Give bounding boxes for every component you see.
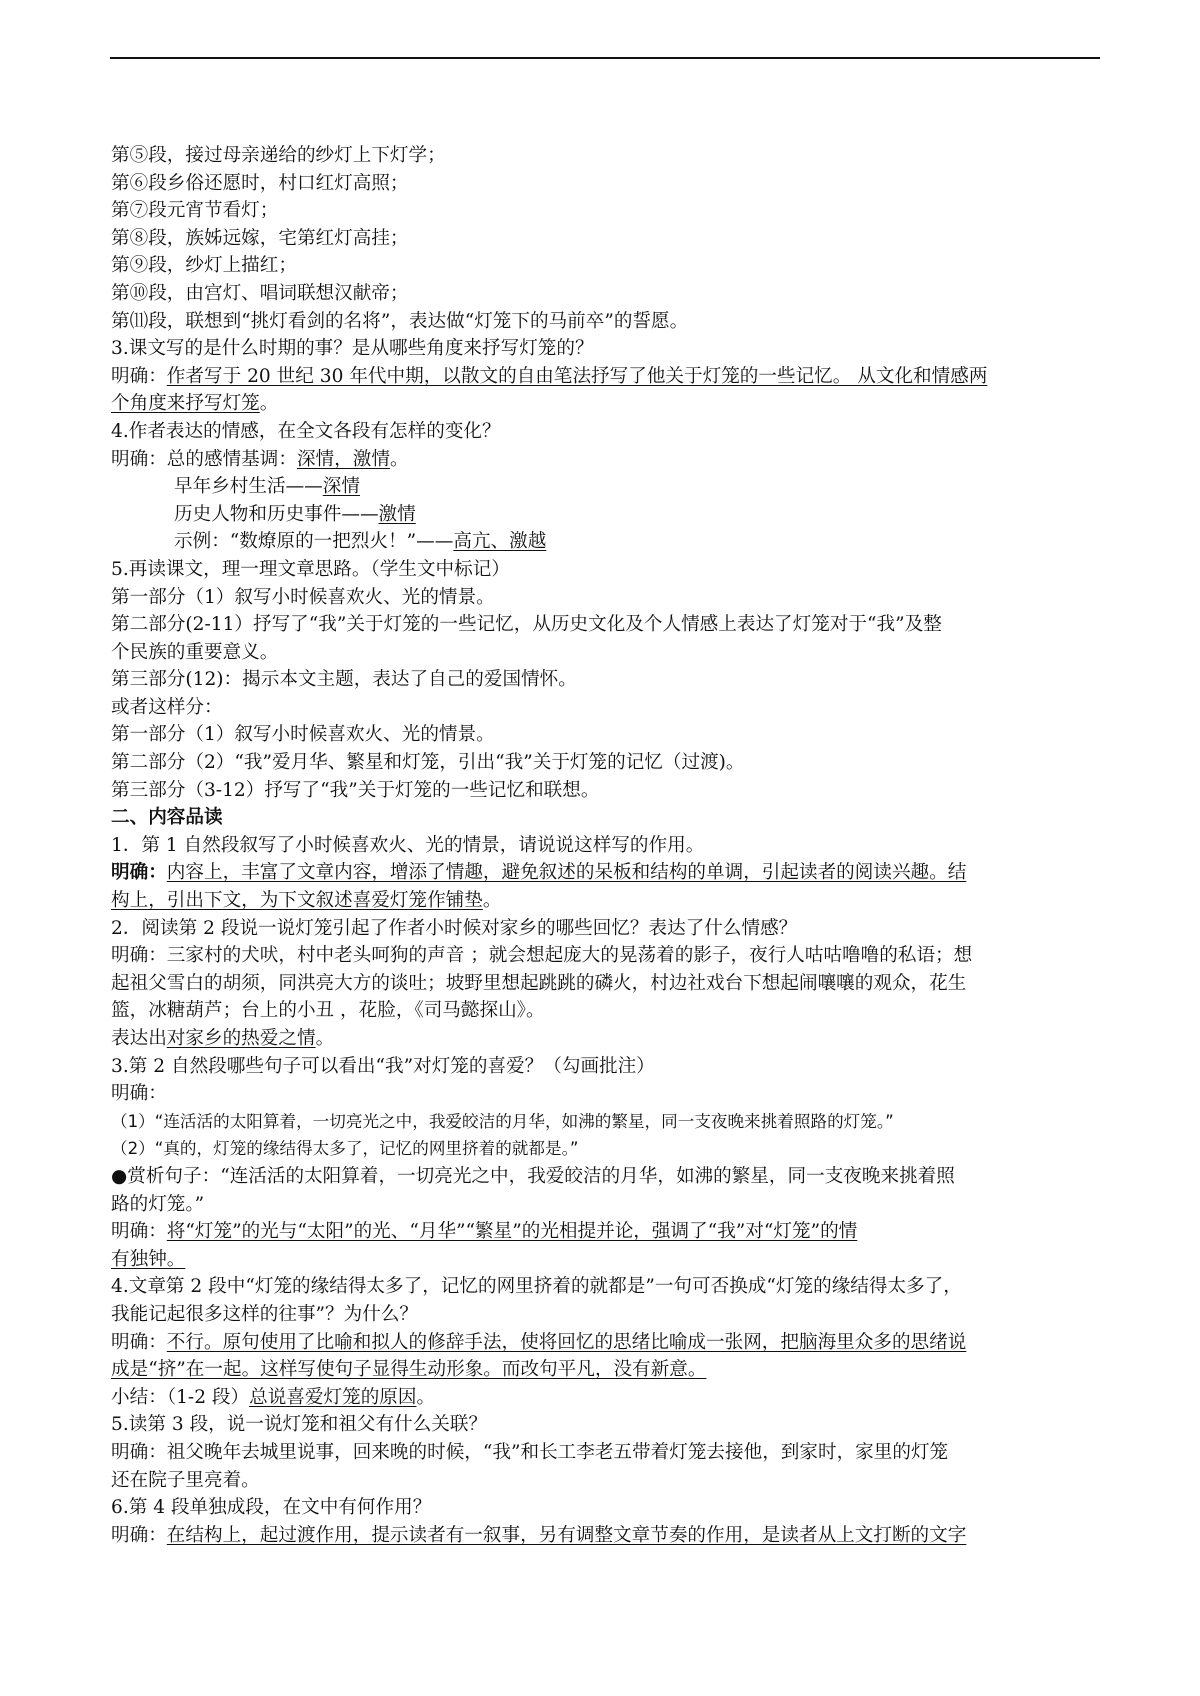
paragraph-10-summary: 第⑩段，由宫灯、唱词联想汉献帝； [111,282,409,304]
question-3: 3.课文写的是什么时期的事？是从哪些角度来抒写灯笼的？ [111,338,594,360]
question-5: 5.再读课文，理一理文章思路。（学生文中标记） [111,558,510,580]
content-question-5: 5.读第 3 段，说一说灯笼和祖父有什么关联？ [111,1414,488,1436]
paragraph-11-summary: 第⑾段，联想到“挑灯看剑的名将”，表达做“灯笼下的马前卒”的誓愿。 [111,310,689,332]
content-question-1: 1．第 1 自然段叙写了小时候喜欢火、光的情景，请说说这样写的作用。 [111,834,705,856]
appreciation-line-1: ●赏析句子：“连活活的太阳算着，一切亮光之中，我爱皎洁的月华，如沸的繁星，同一支夜晚来挑着照 [111,1165,955,1187]
emotion-item-2: 历史人物和历史事件——激情 [174,503,416,525]
appreciation-line-2: 路的灯笼。” [111,1193,205,1215]
answer-underlined: 个角度来抒写灯笼 [111,393,260,415]
structure-part-2-line-1: 第二部分(2-11）抒写了“我”关于灯笼的一些记忆，从历史文化及个人情感上表达了灯笼对于“我”及整 [111,614,942,636]
answer-prefix: 明确： [111,365,167,387]
answer-3-line-1 [111,363,1101,391]
content-answer-5-line-1: 明确：祖父晚年去城里说事，回来晚的时候，“我”和长工李老五带着灯笼去接他，到家时，家里的灯笼 [111,1441,949,1463]
answer-4-tone: 明确：总的感情基调：深情，激情。 [111,448,409,470]
structure-part-3: 第三部分(12)：揭示本文主题，表达了自己的爱国情怀。 [111,669,577,691]
content-answer-4-line-1: 明确：不行。原句使用了比喻和拟人的修辞手法，使将回忆的思绪比喻成一张网，把脑海里众多的思绪说 [111,1331,967,1353]
structure-alt-part-1: 第一部分（1）叙写小时候喜欢火、光的情景。 [111,724,495,746]
paragraph-9-summary: 第⑨段，纱灯上描红； [111,255,297,277]
structure-part-1: 第一部分（1）叙写小时候喜欢火、光的情景。 [111,586,495,608]
quoted-sentence-1: （1）“连活活的太阳算着，一切亮光之中，我爱皎洁的月华，如沸的繁星，同一支夜晚来挑着照路的灯笼。” [111,1111,894,1131]
section-2-heading: 二、内容品读 [111,807,223,829]
structure-alt-part-2: 第二部分（2）“我”爱月华、繁星和灯笼，引出“我”关于灯笼的记忆（过渡)。 [111,752,745,774]
emotion-item-3: 示例：“数燎原的一把烈火！”——高亢、激越 [174,531,547,553]
content-question-4-line-2: 我能记起很多这样的往事”？为什么？ [111,1303,419,1325]
content-answer-3-line-2: 有独钟。 [111,1248,186,1270]
paragraph-6-summary: 第⑥段乡俗还愿时，村口红灯高照； [111,172,409,194]
quoted-sentence-2: （2）“真的，灯笼的缘结得太多了，记忆的网里挤着的就都是。” [111,1139,579,1159]
question-4: 4.作者表达的情感，在全文各段有怎样的变化？ [111,420,501,442]
paragraph-5-summary: 第⑤段，接过母亲递给的纱灯上下灯学； [111,145,446,166]
summary-line: 小结：（1-2 段）总说喜爱灯笼的原因。 [111,1386,436,1408]
content-answer-1-line-1: 明确：内容上，丰富了文章内容，增添了情趣，避免叙述的呆板和结构的单调，引起读者的阅读兴趣。结 [111,862,967,884]
content-answer-2-line-1: 明确：三家村的犬吠，村中老头呵狗的声音 ；就会想起庞大的晃荡着的影子，夜行人咕咕噜噜的私语；想 [111,945,973,967]
content-answer-4-line-2: 成是“挤”在一起。这样写使句子显得生动形象。而改句平凡，没有新意。 [111,1359,707,1381]
answer-underlined: 作者写于 20 世纪 30 年代中期，以散文的自由笔法抒写了他关于灯笼的一些记忆。 从文化和情感两 [166,365,988,387]
structure-alt-label: 或者这样分： [111,696,223,718]
document-body [111,142,1101,1549]
header-rule [110,57,1100,59]
content-answer-1-line-2: 构上，引出下文，为下文叙述喜爱灯笼作铺垫。 [111,890,502,912]
structure-part-2-line-2: 个民族的重要意义。 [111,641,279,663]
structure-alt-part-3: 第三部分（3-12）抒写了“我”关于灯笼的一些记忆和联想。 [111,779,600,801]
content-answer-2-emotion: 表达出对家乡的热爱之情。 [111,1028,335,1049]
paragraph-8-summary: 第⑧段，族姊远嫁，宅第红灯高挂； [111,227,409,249]
paragraph-7-summary: 第⑦段元宵节看灯； [111,200,279,222]
content-answer-5-line-2: 还在院子里亮着。 [111,1469,260,1491]
content-question-3: 3.第 2 自然段哪些句子可以看出“我”对灯笼的喜爱？（勾画批注） [111,1055,655,1077]
content-answer-3-line-1: 明确：将“灯笼”的光与“太阳”的光、“月华”“繁星”的光相提并论，强调了“我”对“灯笼”的情 [111,1221,858,1243]
answer-3-line-2: 个角度来抒写灯笼。 [111,393,279,415]
content-answer-2-line-3: 篮，冰糖葫芦；台上的小丑 ，花脸，《司马懿探山》。 [111,1000,545,1022]
content-answer-2-line-2: 起祖父雪白的胡须，同洪亮大方的谈吐；坡野里想起跳跳的磷火，村边社戏台下想起闹嚷嚷的观众，花生 [111,972,967,994]
content-answer-3-prefix: 明确： [111,1083,167,1105]
content-question-6: 6.第 4 段单独成段，在文中有何作用？ [111,1497,432,1519]
content-question-2: 2．阅读第 2 段说一说灯笼引起了作者小时候对家乡的哪些回忆？表达了什么情感？ [111,917,798,939]
content-question-4-line-1: 4.文章第 2 段中“灯笼的缘结得太多了，记忆的网里挤着的就都是”一句可否换成“灯笼的缘结得太多了， [111,1276,962,1298]
tone-underlined: 深情，激情 [296,448,390,470]
content-answer-6-line-1: 明确：在结构上，起过渡作用，提示读者有一叙事，另有调整文章节奏的作用，是读者从上文打断的文字 [111,1524,967,1546]
emotion-item-1: 早年乡村生活——深情 [174,476,360,498]
